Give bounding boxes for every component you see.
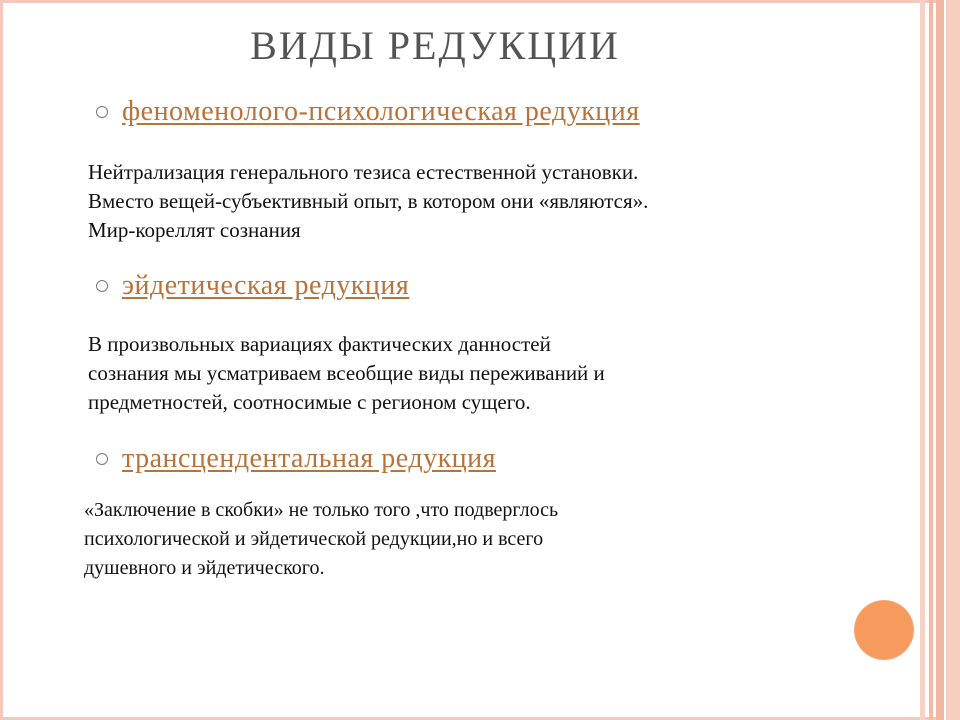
decorative-stripe [936,0,944,720]
section-heading[interactable]: феноменолого-психологическая редукция [122,96,640,127]
section-heading[interactable]: эйдетическая редукция [122,270,410,301]
frame-top-border [0,0,936,3]
paragraph-line: Вместо вещей-субъективный опыт, в котором они «являются». [88,189,649,213]
paragraph-line: психологической и эйдетической редукции,но и всего [84,528,544,550]
section-heading-row [96,270,409,302]
paragraph-line: душевного и эйдетического. [84,557,325,579]
decorative-stripe [946,0,960,720]
section-paragraph [84,496,558,583]
paragraph-line: предметностей, соотносимые с регионом сущего. [88,390,531,414]
section-heading-row [96,443,496,475]
section-paragraph [88,158,648,245]
section-heading[interactable]: трансцендентальная редукция [122,443,497,474]
paragraph-line: Мир-кореллят сознания [88,218,301,242]
paragraph-line: Нейтрализация генерального тезиса естественной установки. [88,160,639,184]
section-paragraph [88,330,605,417]
decorative-stripe [929,0,933,720]
paragraph-line: «Заключение в скобки» не только того ,что подверглось [84,499,559,521]
decorative-stripe [920,0,925,720]
bullet-icon [96,453,108,465]
slide-title: ВИДЫ РЕДУКЦИИ [250,23,620,68]
bullet-icon [96,106,108,118]
paragraph-line: В произвольных вариациях фактических данностей [88,332,551,356]
frame-left-border [0,0,3,720]
paragraph-line: сознания мы усматриваем всеобщие виды переживаний и [88,361,605,385]
bullet-icon [96,280,108,292]
orange-circle-decoration [855,601,913,659]
section-heading-row [96,96,640,128]
